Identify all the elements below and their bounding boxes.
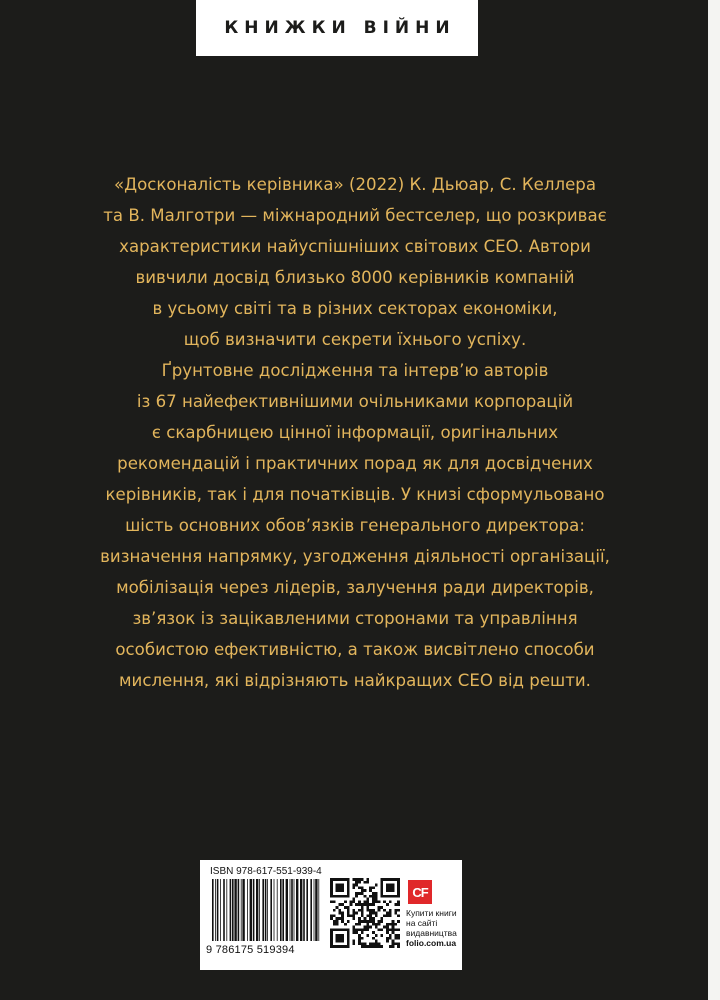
barcode-panel — [200, 860, 462, 970]
blurb-line: із 67 найефективнішими очільниками корпорацій — [136, 392, 574, 411]
series-label-box — [196, 0, 478, 56]
barcode-icon — [210, 879, 322, 941]
publisher-site-link[interactable]: folio.com.ua — [406, 938, 457, 948]
buy-line: видавництва — [406, 928, 457, 938]
publisher-logo-text: CF — [412, 884, 428, 900]
barcode-number: 9 786175 519394 — [206, 944, 295, 956]
blurb-line: та В. Малготри — міжнародний бестселер, що розкриває — [103, 206, 607, 225]
publisher-logo-icon — [408, 880, 432, 904]
blurb-line: визначення напрямку, узгодження діяльності організації, — [100, 547, 610, 566]
blurb-text — [80, 169, 630, 696]
blurb-line: шість основних обов’язків генерального директора: — [125, 516, 585, 535]
blurb-line: рекомендацій і практичних порад як для досвідчених — [117, 454, 593, 473]
blurb-line: зв’язок із зацікавленими сторонами та управління — [132, 609, 578, 628]
blurb-line: особистою ефективністю, а також висвітлено способи — [115, 640, 595, 659]
blurb-line: є скарбницею цінної інформації, оригінальних — [151, 423, 559, 442]
blurb-line: керівників, так і для початківців. У книзі сформульовано — [105, 485, 605, 504]
blurb-line: «Досконалість керівника» (2022) К. Дьюар, С. Келлера — [113, 175, 597, 194]
blurb-line: Ґрунтовне дослідження та інтерв’ю авторів — [161, 361, 549, 380]
page-edge — [708, 0, 720, 1000]
buy-line: Купити книги — [406, 908, 457, 918]
blurb-line: мислення, які відрізняють найкращих CEO від решти. — [119, 671, 591, 690]
qr-code-icon[interactable] — [330, 878, 400, 948]
series-title: КНИЖКИ ВІЙНИ — [224, 18, 456, 38]
blurb-line: щоб визначити секрети їхнього успіху. — [183, 330, 527, 349]
buy-online-text — [406, 908, 462, 948]
blurb-line: в усьому світі та в різних секторах економіки, — [152, 299, 558, 318]
blurb-line: мобілізація через лідерів, залучення ради директорів, — [116, 578, 594, 597]
blurb-line: характеристики найуспішніших світових CEO. Автори — [119, 237, 591, 256]
buy-line: на сайті — [406, 918, 438, 928]
isbn-text: ISBN 978-617-551-939-4 — [210, 866, 322, 877]
blurb-line: вивчили досвід близько 8000 керівників компаній — [135, 268, 575, 287]
